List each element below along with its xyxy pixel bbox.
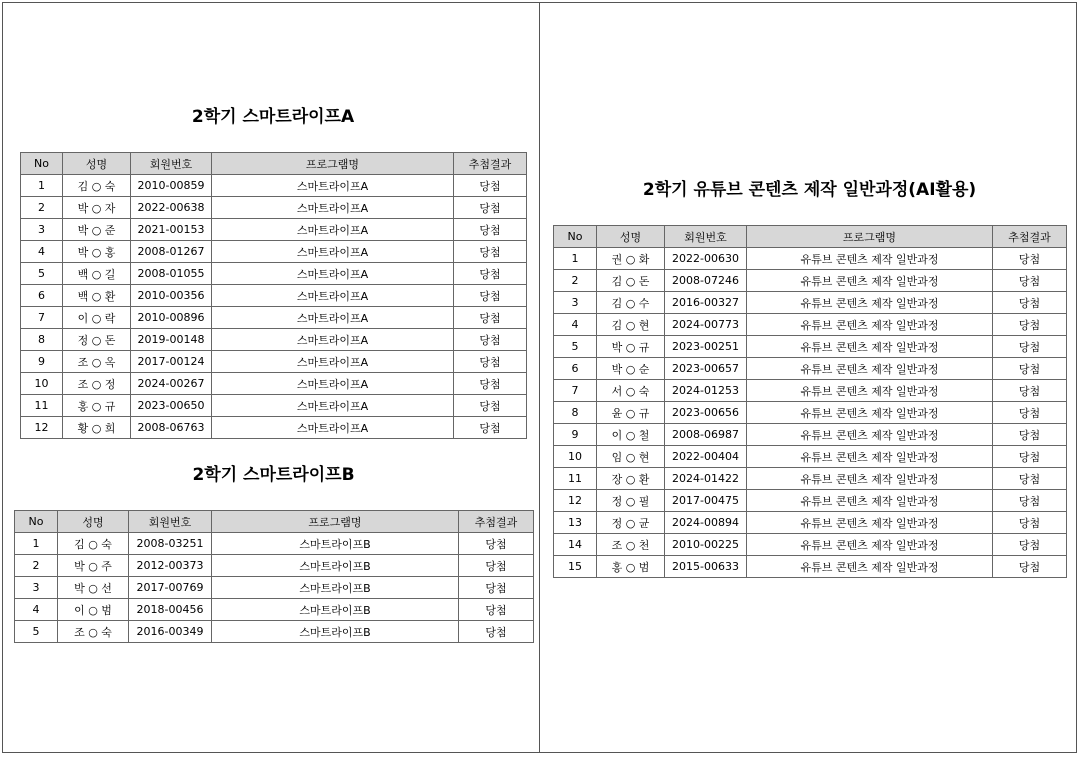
table-row [21, 285, 527, 307]
cell-col-no: 7 [21, 307, 63, 329]
cell-col-program: 스마트라이프A [212, 351, 454, 373]
cell-col-program: 스마트라이프A [212, 417, 454, 439]
table-row [554, 292, 1067, 314]
cell-col-member-id: 2023-00251 [665, 336, 747, 358]
cell-col-name: 조 ○ 옥 [63, 351, 131, 373]
cell-col-program: 유튜브 콘텐츠 제작 일반과정 [747, 424, 993, 446]
cell-col-no: 5 [15, 621, 58, 643]
cell-col-member-id: 2016-00327 [665, 292, 747, 314]
table-row [554, 534, 1067, 556]
cell-col-result: 당첨 [459, 533, 534, 555]
cell-col-member-id: 2023-00650 [131, 395, 212, 417]
cell-col-program: 스마트라이프A [212, 219, 454, 241]
cell-col-no: 12 [21, 417, 63, 439]
cell-col-name: 박 ○ 준 [63, 219, 131, 241]
cell-col-member-id: 2023-00656 [665, 402, 747, 424]
header-col-result: 추첨결과 [993, 226, 1067, 248]
table-row [21, 329, 527, 351]
cell-col-name: 정 ○ 돈 [63, 329, 131, 351]
cell-col-no: 9 [21, 351, 63, 373]
cell-col-result: 당첨 [454, 351, 527, 373]
cell-col-program: 유튜브 콘텐츠 제작 일반과정 [747, 446, 993, 468]
cell-col-name: 이 ○ 범 [58, 599, 129, 621]
cell-col-name: 홍 ○ 규 [63, 395, 131, 417]
cell-col-no: 7 [554, 380, 597, 402]
cell-col-result: 당첨 [459, 621, 534, 643]
cell-col-no: 8 [554, 402, 597, 424]
table-header-row [15, 511, 534, 533]
cell-col-no: 3 [554, 292, 597, 314]
header-col-no: No [21, 153, 63, 175]
cell-col-program: 유튜브 콘텐츠 제작 일반과정 [747, 512, 993, 534]
cell-col-program: 유튜브 콘텐츠 제작 일반과정 [747, 336, 993, 358]
cell-col-program: 스마트라이프B [212, 555, 459, 577]
table-row [554, 380, 1067, 402]
table-row [21, 351, 527, 373]
cell-col-no: 8 [21, 329, 63, 351]
table-row [554, 424, 1067, 446]
cell-col-no: 11 [21, 395, 63, 417]
table-row [21, 241, 527, 263]
cell-col-no: 4 [21, 241, 63, 263]
cell-col-name: 정 ○ 균 [597, 512, 665, 534]
cell-col-program: 스마트라이프B [212, 599, 459, 621]
table-row [21, 307, 527, 329]
cell-col-name: 홍 ○ 범 [597, 556, 665, 578]
header-col-program: 프로그램명 [212, 511, 459, 533]
header-col-program: 프로그램명 [747, 226, 993, 248]
cell-col-program: 유튜브 콘텐츠 제작 일반과정 [747, 314, 993, 336]
cell-col-name: 황 ○ 희 [63, 417, 131, 439]
cell-col-program: 스마트라이프B [212, 621, 459, 643]
cell-col-result: 당첨 [454, 175, 527, 197]
cell-col-member-id: 2021-00153 [131, 219, 212, 241]
page-divider [539, 2, 540, 753]
cell-col-program: 스마트라이프B [212, 533, 459, 555]
table-row [15, 533, 534, 555]
cell-col-result: 당첨 [459, 599, 534, 621]
cell-col-name: 권 ○ 화 [597, 248, 665, 270]
cell-col-result: 당첨 [993, 556, 1067, 578]
cell-col-result: 당첨 [454, 197, 527, 219]
table-row [554, 270, 1067, 292]
table-row [21, 197, 527, 219]
cell-col-name: 김 ○ 숙 [63, 175, 131, 197]
cell-col-result: 당첨 [993, 314, 1067, 336]
table-row [554, 314, 1067, 336]
cell-col-no: 10 [21, 373, 63, 395]
cell-col-member-id: 2008-01055 [131, 263, 212, 285]
cell-col-program: 유튜브 콘텐츠 제작 일반과정 [747, 358, 993, 380]
header-col-member-id: 회원번호 [665, 226, 747, 248]
cell-col-name: 정 ○ 필 [597, 490, 665, 512]
cell-col-member-id: 2017-00769 [129, 577, 212, 599]
cell-col-member-id: 2016-00349 [129, 621, 212, 643]
table-row [554, 446, 1067, 468]
cell-col-no: 2 [15, 555, 58, 577]
table-row [21, 219, 527, 241]
cell-col-name: 김 ○ 현 [597, 314, 665, 336]
cell-col-member-id: 2017-00475 [665, 490, 747, 512]
cell-col-name: 박 ○ 주 [58, 555, 129, 577]
cell-col-member-id: 2010-00356 [131, 285, 212, 307]
cell-col-member-id: 2008-06987 [665, 424, 747, 446]
cell-col-member-id: 2022-00404 [665, 446, 747, 468]
cell-col-no: 9 [554, 424, 597, 446]
cell-col-no: 15 [554, 556, 597, 578]
cell-col-program: 스마트라이프A [212, 197, 454, 219]
cell-col-program: 유튜브 콘텐츠 제작 일반과정 [747, 270, 993, 292]
cell-col-program: 유튜브 콘텐츠 제작 일반과정 [747, 490, 993, 512]
cell-col-member-id: 2010-00859 [131, 175, 212, 197]
cell-col-no: 13 [554, 512, 597, 534]
cell-col-result: 당첨 [993, 336, 1067, 358]
cell-col-result: 당첨 [454, 417, 527, 439]
cell-col-program: 스마트라이프A [212, 285, 454, 307]
cell-col-result: 당첨 [454, 263, 527, 285]
cell-col-no: 1 [21, 175, 63, 197]
table-row [554, 556, 1067, 578]
header-col-name: 성명 [58, 511, 129, 533]
cell-col-no: 5 [21, 263, 63, 285]
cell-col-result: 당첨 [993, 358, 1067, 380]
header-col-name: 성명 [63, 153, 131, 175]
cell-col-program: 유튜브 콘텐츠 제작 일반과정 [747, 468, 993, 490]
table-row [554, 468, 1067, 490]
table-row [15, 577, 534, 599]
cell-col-member-id: 2024-01422 [665, 468, 747, 490]
header-col-result: 추첨결과 [459, 511, 534, 533]
cell-col-result: 당첨 [459, 577, 534, 599]
cell-col-member-id: 2010-00225 [665, 534, 747, 556]
cell-col-member-id: 2008-01267 [131, 241, 212, 263]
table-row [21, 263, 527, 285]
cell-col-program: 유튜브 콘텐츠 제작 일반과정 [747, 380, 993, 402]
table-row [554, 490, 1067, 512]
cell-col-no: 2 [21, 197, 63, 219]
cell-col-no: 6 [554, 358, 597, 380]
cell-col-name: 박 ○ 홍 [63, 241, 131, 263]
cell-col-result: 당첨 [993, 446, 1067, 468]
section-title-smartlife-a: 2학기 스마트라이프A [191, 107, 355, 127]
table-row [554, 358, 1067, 380]
lottery-table-smartlife-b [14, 510, 534, 643]
cell-col-result: 당첨 [993, 248, 1067, 270]
cell-col-result: 당첨 [993, 380, 1067, 402]
cell-col-program: 스마트라이프A [212, 175, 454, 197]
cell-col-no: 1 [554, 248, 597, 270]
cell-col-name: 백 ○ 길 [63, 263, 131, 285]
cell-col-result: 당첨 [459, 555, 534, 577]
cell-col-result: 당첨 [454, 329, 527, 351]
cell-col-program: 유튜브 콘텐츠 제작 일반과정 [747, 534, 993, 556]
cell-col-no: 3 [15, 577, 58, 599]
table-row [554, 402, 1067, 424]
cell-col-no: 14 [554, 534, 597, 556]
cell-col-member-id: 2010-00896 [131, 307, 212, 329]
cell-col-result: 당첨 [454, 219, 527, 241]
table-row [15, 599, 534, 621]
cell-col-program: 유튜브 콘텐츠 제작 일반과정 [747, 402, 993, 424]
cell-col-no: 2 [554, 270, 597, 292]
cell-col-no: 12 [554, 490, 597, 512]
table-row [15, 555, 534, 577]
cell-col-no: 6 [21, 285, 63, 307]
cell-col-member-id: 2022-00630 [665, 248, 747, 270]
cell-col-name: 박 ○ 선 [58, 577, 129, 599]
cell-col-member-id: 2015-00633 [665, 556, 747, 578]
cell-col-result: 당첨 [454, 241, 527, 263]
cell-col-name: 임 ○ 현 [597, 446, 665, 468]
cell-col-program: 스마트라이프A [212, 241, 454, 263]
header-col-program: 프로그램명 [212, 153, 454, 175]
table-row [21, 395, 527, 417]
cell-col-member-id: 2008-07246 [665, 270, 747, 292]
table-row [15, 621, 534, 643]
cell-col-name: 서 ○ 숙 [597, 380, 665, 402]
cell-col-name: 김 ○ 수 [597, 292, 665, 314]
cell-col-result: 당첨 [993, 490, 1067, 512]
header-col-member-id: 회원번호 [131, 153, 212, 175]
cell-col-result: 당첨 [454, 373, 527, 395]
cell-col-no: 1 [15, 533, 58, 555]
cell-col-no: 3 [21, 219, 63, 241]
cell-col-member-id: 2024-01253 [665, 380, 747, 402]
section-title-smartlife-b: 2학기 스마트라이프B [192, 465, 355, 485]
cell-col-no: 4 [554, 314, 597, 336]
table-row [21, 175, 527, 197]
cell-col-no: 10 [554, 446, 597, 468]
cell-col-result: 당첨 [993, 402, 1067, 424]
cell-col-result: 당첨 [993, 468, 1067, 490]
lottery-table-youtube-course [553, 225, 1067, 578]
table-row [21, 417, 527, 439]
cell-col-program: 스마트라이프A [212, 329, 454, 351]
cell-col-program: 스마트라이프A [212, 307, 454, 329]
cell-col-result: 당첨 [993, 534, 1067, 556]
cell-col-program: 스마트라이프A [212, 373, 454, 395]
cell-col-program: 유튜브 콘텐츠 제작 일반과정 [747, 292, 993, 314]
cell-col-member-id: 2012-00373 [129, 555, 212, 577]
cell-col-member-id: 2008-03251 [129, 533, 212, 555]
cell-col-member-id: 2019-00148 [131, 329, 212, 351]
cell-col-member-id: 2024-00267 [131, 373, 212, 395]
header-col-no: No [554, 226, 597, 248]
cell-col-member-id: 2022-00638 [131, 197, 212, 219]
table-row [554, 248, 1067, 270]
cell-col-name: 이 ○ 철 [597, 424, 665, 446]
table-row [21, 373, 527, 395]
cell-col-name: 박 ○ 규 [597, 336, 665, 358]
table-row [554, 512, 1067, 534]
cell-col-program: 스마트라이프A [212, 263, 454, 285]
cell-col-name: 장 ○ 환 [597, 468, 665, 490]
cell-col-member-id: 2008-06763 [131, 417, 212, 439]
table-row [554, 336, 1067, 358]
cell-col-program: 유튜브 콘텐츠 제작 일반과정 [747, 248, 993, 270]
table-header-row [21, 153, 527, 175]
cell-col-result: 당첨 [454, 395, 527, 417]
cell-col-result: 당첨 [993, 270, 1067, 292]
cell-col-member-id: 2023-00657 [665, 358, 747, 380]
cell-col-result: 당첨 [454, 307, 527, 329]
cell-col-result: 당첨 [993, 424, 1067, 446]
table-header-row [554, 226, 1067, 248]
cell-col-name: 박 ○ 자 [63, 197, 131, 219]
cell-col-program: 유튜브 콘텐츠 제작 일반과정 [747, 556, 993, 578]
header-col-member-id: 회원번호 [129, 511, 212, 533]
cell-col-no: 5 [554, 336, 597, 358]
cell-col-no: 11 [554, 468, 597, 490]
header-col-result: 추첨결과 [454, 153, 527, 175]
cell-col-member-id: 2024-00773 [665, 314, 747, 336]
section-title-youtube-course: 2학기 유튜브 콘텐츠 제작 일반과정(AI활용) [642, 180, 977, 200]
cell-col-name: 조 ○ 숙 [58, 621, 129, 643]
cell-col-name: 백 ○ 환 [63, 285, 131, 307]
cell-col-member-id: 2024-00894 [665, 512, 747, 534]
cell-col-program: 스마트라이프B [212, 577, 459, 599]
cell-col-member-id: 2018-00456 [129, 599, 212, 621]
header-col-no: No [15, 511, 58, 533]
lottery-table-smartlife-a [20, 152, 527, 439]
cell-col-result: 당첨 [993, 512, 1067, 534]
cell-col-name: 조 ○ 천 [597, 534, 665, 556]
header-col-name: 성명 [597, 226, 665, 248]
cell-col-name: 조 ○ 정 [63, 373, 131, 395]
cell-col-name: 김 ○ 숙 [58, 533, 129, 555]
cell-col-result: 당첨 [993, 292, 1067, 314]
cell-col-member-id: 2017-00124 [131, 351, 212, 373]
cell-col-name: 박 ○ 순 [597, 358, 665, 380]
cell-col-name: 이 ○ 락 [63, 307, 131, 329]
cell-col-no: 4 [15, 599, 58, 621]
cell-col-program: 스마트라이프A [212, 395, 454, 417]
cell-col-name: 김 ○ 돈 [597, 270, 665, 292]
cell-col-result: 당첨 [454, 285, 527, 307]
cell-col-name: 윤 ○ 규 [597, 402, 665, 424]
